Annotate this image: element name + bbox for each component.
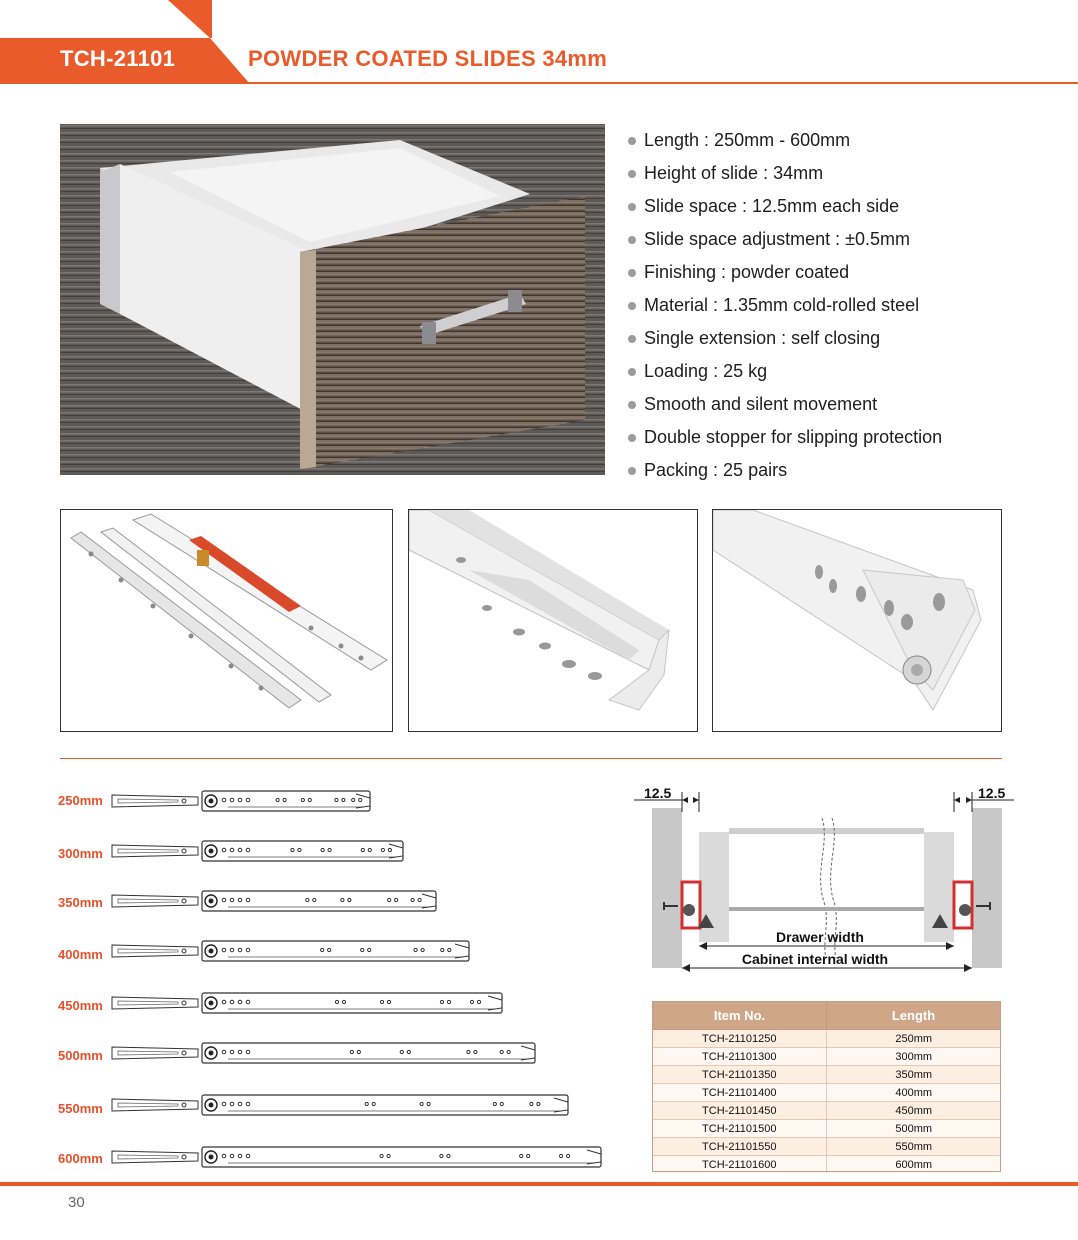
item-no-cell: TCH-21101450 xyxy=(653,1102,827,1120)
spec-item: Finishing : powder coated xyxy=(628,256,1048,289)
product-code: TCH-21101 xyxy=(60,46,176,71)
spec-item: Packing : 25 pairs xyxy=(628,454,1048,487)
length-label: 450mm xyxy=(58,998,103,1013)
table-header-row xyxy=(653,1002,1001,1030)
table-row xyxy=(653,1138,1001,1156)
slide-drawing xyxy=(108,888,440,914)
slide-drawing xyxy=(108,990,506,1016)
slide-drawing xyxy=(108,1040,539,1066)
bullet-icon xyxy=(628,137,636,145)
item-no-cell: TCH-21101400 xyxy=(653,1084,827,1102)
table-row xyxy=(653,1102,1001,1120)
length-label: 600mm xyxy=(58,1151,103,1166)
length-label: 500mm xyxy=(58,1048,103,1063)
page-number: 30 xyxy=(68,1194,85,1211)
length-label: 550mm xyxy=(58,1101,103,1116)
spec-item: Double stopper for slipping protection xyxy=(628,421,1048,454)
spec-item: Single extension : self closing xyxy=(628,322,1048,355)
length-label: 400mm xyxy=(58,947,103,962)
bullet-icon xyxy=(628,467,636,475)
section-divider xyxy=(60,758,1002,759)
drawer-photo xyxy=(60,124,605,475)
length-cell: 400mm xyxy=(827,1084,1001,1102)
item-no-cell: TCH-21101300 xyxy=(653,1048,827,1066)
slide-drawing xyxy=(108,1092,572,1118)
column-header: Length xyxy=(827,1002,1001,1030)
bullet-icon xyxy=(628,434,636,442)
item-no-cell: TCH-21101250 xyxy=(653,1030,827,1048)
drawer-width-label: Drawer width xyxy=(776,929,864,945)
slide-drawing xyxy=(108,838,407,864)
spec-list xyxy=(628,124,1048,487)
table-row xyxy=(653,1048,1001,1066)
slide-drawing xyxy=(108,788,374,814)
length-label: 250mm xyxy=(58,793,103,808)
table-row xyxy=(653,1120,1001,1138)
page-title: POWDER COATED SLIDES 34mm xyxy=(248,46,608,71)
table-row xyxy=(653,1066,1001,1084)
header-rule xyxy=(0,82,1078,84)
table-row xyxy=(653,1084,1001,1102)
item-no-cell: TCH-21101600 xyxy=(653,1156,827,1174)
slide-roller-photo xyxy=(712,509,1002,732)
length-cell: 350mm xyxy=(827,1066,1001,1084)
length-cell: 500mm xyxy=(827,1120,1001,1138)
slide-closeup-photo xyxy=(408,509,698,732)
spec-item: Material : 1.35mm cold-rolled steel xyxy=(628,289,1048,322)
length-cell: 550mm xyxy=(827,1138,1001,1156)
bullet-icon xyxy=(628,269,636,277)
bullet-icon xyxy=(628,170,636,178)
length-label: 300mm xyxy=(58,846,103,861)
cabinet-diagram xyxy=(634,782,1014,972)
spec-item: Loading : 25 kg xyxy=(628,355,1048,388)
table-row xyxy=(653,1030,1001,1048)
bullet-icon xyxy=(628,236,636,244)
gap-right-label: 12.5 xyxy=(978,785,1006,801)
spec-item: Slide space : 12.5mm each side xyxy=(628,190,1048,223)
table-row xyxy=(653,1156,1001,1174)
bullet-icon xyxy=(628,401,636,409)
item-no-cell: TCH-21101550 xyxy=(653,1138,827,1156)
length-cell: 450mm xyxy=(827,1102,1001,1120)
item-table xyxy=(652,1001,1001,1173)
length-cell: 600mm xyxy=(827,1156,1001,1174)
footer-rule xyxy=(0,1182,1078,1186)
gap-left-label: 12.5 xyxy=(644,785,672,801)
cabinet-width-label: Cabinet internal width xyxy=(741,951,889,967)
item-no-cell: TCH-21101500 xyxy=(653,1120,827,1138)
spec-item: Length : 250mm - 600mm xyxy=(628,124,1048,157)
spec-item: Smooth and silent movement xyxy=(628,388,1048,421)
spec-item: Slide space adjustment : ±0.5mm xyxy=(628,223,1048,256)
item-no-cell: TCH-21101350 xyxy=(653,1066,827,1084)
slide-drawing xyxy=(108,1144,605,1170)
length-cell: 300mm xyxy=(827,1048,1001,1066)
bullet-icon xyxy=(628,203,636,211)
length-label: 350mm xyxy=(58,895,103,910)
bullet-icon xyxy=(628,335,636,343)
length-cell: 250mm xyxy=(827,1030,1001,1048)
column-header: Item No. xyxy=(653,1002,827,1030)
bullet-icon xyxy=(628,368,636,376)
slide-drawing xyxy=(108,938,473,964)
spec-item: Height of slide : 34mm xyxy=(628,157,1048,190)
slide-pair-photo xyxy=(60,509,393,732)
bullet-icon xyxy=(628,302,636,310)
